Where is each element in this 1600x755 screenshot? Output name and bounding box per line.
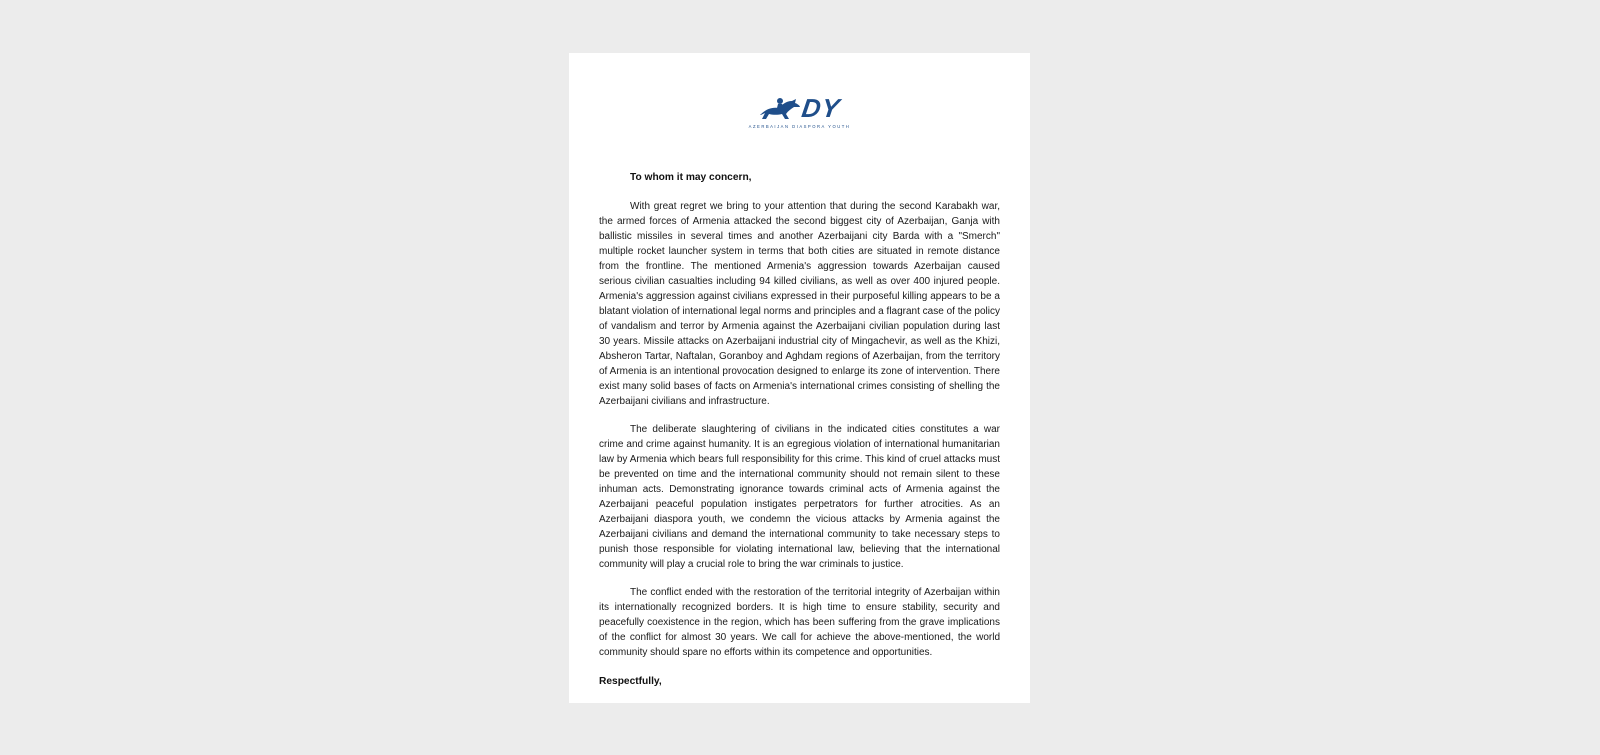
logo-tagline: AZERBAIJAN DIASPORA YOUTH [748, 124, 851, 129]
letter-salutation: To whom it may concern, [630, 172, 752, 183]
horse-rider-icon [758, 95, 802, 121]
letter-closing: Respectfully, [599, 676, 662, 687]
letter-paragraph-2: The deliberate slaughtering of civilians in the indicated cities constitutes a war crime and crime against humanity. It is an egregious violation of international humanitarian law by Armenia which bears full responsibility for this crime. This kind of cruel attacks must be prevented on time and the international community should not remain silent to these inhuman acts. Demonstrating ignorance towards criminal acts of Armenia against the Azerbaijani peaceful population instigates perpetrators for further atrocities. As an Azerbaijani diaspora youth, we condemn the vicious attacks by Armenia against the Azerbaijani civilians and demand the international community to take necessary steps to punish those responsible for violating international law, believing that the international community will play a crucial role to bring the war criminals to justice. [599, 424, 1000, 570]
logo-letters: DY [800, 93, 843, 123]
letter-paragraph-3: The conflict ended with the restoration of the territorial integrity of Azerbaijan within its internationally recognized borders. It is high time to ensure stability, security and peacefully coexistence in the region, which has been suffering from the grave implications of the conflict for almost 30 years. We call for achieve the above-mentioned, the world community should spare no efforts within its competence and opportunities. [599, 587, 1000, 658]
document-page [569, 53, 1030, 703]
organization-logo [599, 93, 1000, 129]
logo-mark [758, 93, 843, 123]
letter-paragraph-1: With great regret we bring to your attention that during the second Karabakh war, the armed forces of Armenia attacked the second biggest city of Azerbaijan, Ganja with ballistic missiles in several times and another Azerbaijani city Barda with a "Smerch" multiple rocket launcher system in terms that both cities are situated in remote distance from the frontline. The mentioned Armenia's aggression towards Azerbaijan caused serious civilian casualties including 94 killed civilians, as well as over 400 injured people. Armenia's aggression against civilians expressed in their purposeful killing appears to be a blatant violation of international legal norms and principles and a flagrant case of the policy of vandalism and terror by Armenia against the Azerbaijani civilian population during last 30 years. Missile attacks on Azerbaijani industrial city of Mingachevir, as well as the Khizi, Absheron Tartar, Naftalan, Goranboy and Aghdam regions of Azerbaijan, from the territory of Armenia is an intentional provocation designed to enlarge its zone of intervention. There exist many solid bases of facts on Armenia's international crimes consisting of shelling the Azerbaijani civilians and infrastructure. [599, 201, 1000, 407]
